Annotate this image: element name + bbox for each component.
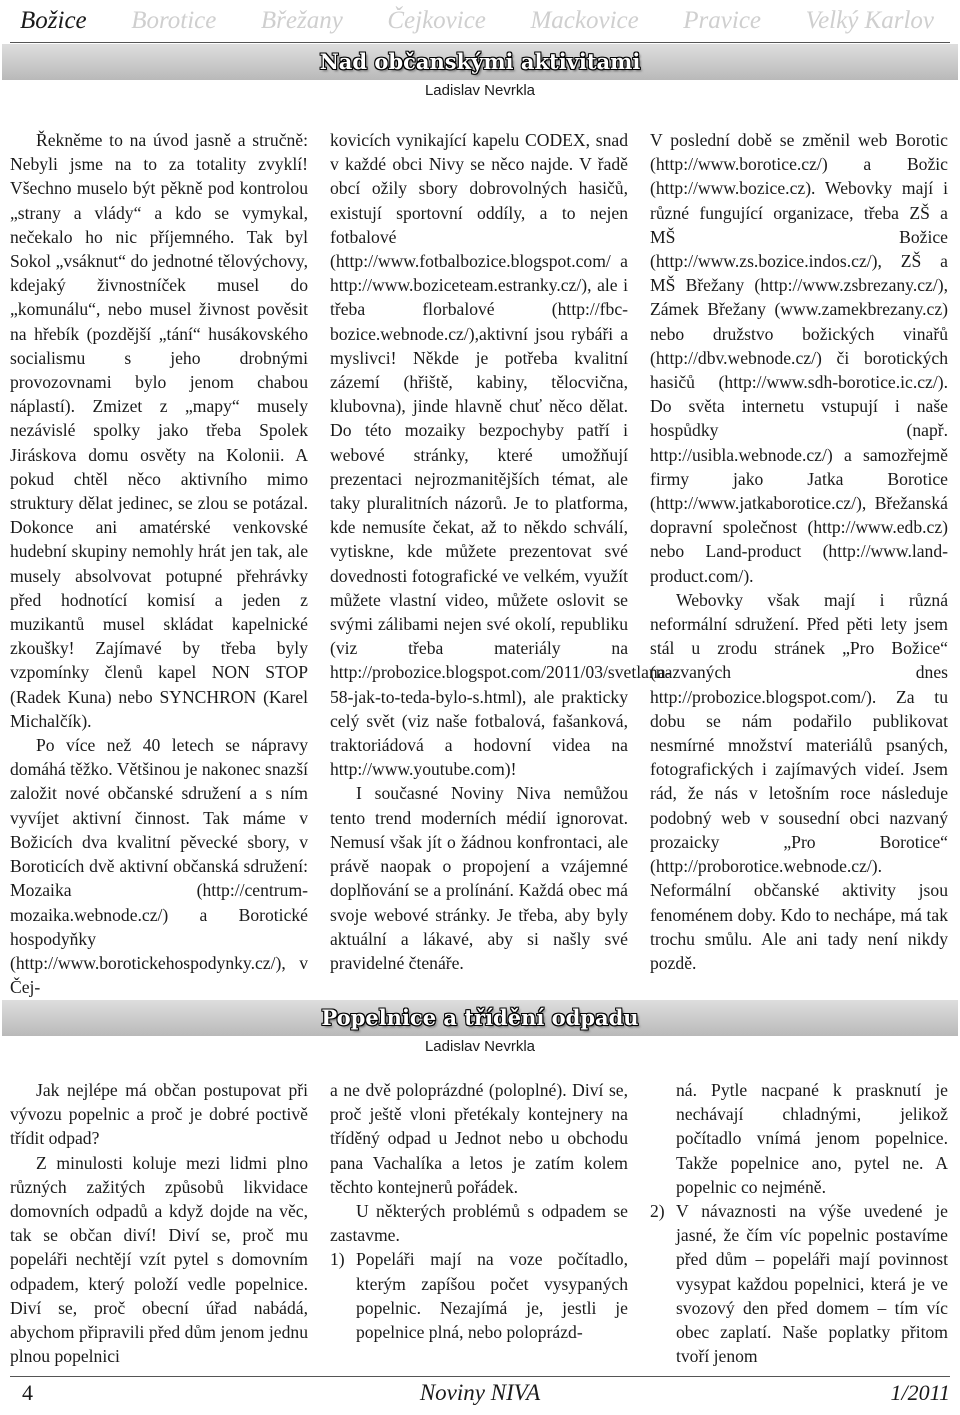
article1-paragraph: kovicích vynikající kapelu CODEX, snad v každé obci Nivy se něco najde. V řadě obcí ožily sbory dobrovolných hasičů, existují sportovní oddíly, a to nejen fotbalové (http://www.fotbalbozice.blogspot.com/ a http://www.boziceteam.estranky.cz/), ale i třeba florbalové (http://fbc-bozice.webnode.cz/),aktivní jsou rybáři a myslivci! Někde je potřeba kvalitní zázemí (hřiště, kabiny, tělocvična, klubovna), jinde hlavně chuť něco dělat. Do této mozaiky bezpochyby patří i webové stránky, které umožňují prezentaci nejrozmanitějších témat, ale taky pluralitních názorů. Je to platforma, kde nemusíte čekat, až to někdo schválí, vytiskne, kde můžete prezentovat své dovednosti fotografické ve velkém, využít můžete vlastní video, můžete oslovit se svými zálibami nejen své okolí, republiku (viz třeba materiály na http://probozice.blogspot.com/2011/03/svetlana-58-jak-to-teda-bylo-s.html), ale prakticky celý svět (viz naše fotbalová, fašanková, traktoriádová a hodovní videa na http://www.youtube.com)! bbox=[330, 130, 672, 780]
article1-paragraph: Po více než 40 letech se nápravy domáhá těžko. Většinou je nakonec snazší založit nové občanské sdružení a s ním vyvíjet aktivní činnost. Tak máme v Božicích dva kvalitní pěvecké sbory, v Boroticích dvě aktivní občanská sdružení: Mozaika (http://centrum-mozaika.webnode.cz/) a Borotické hospodyňky (http://www.borotickehospodynky.cz/), v Čej- bbox=[10, 735, 308, 998]
footer-rule bbox=[10, 1376, 950, 1377]
village-cejkovice: Čejkovice bbox=[387, 7, 486, 34]
article1-paragraph: Řekněme to na úvod jasně a stručně: Nebyli jsme na to za totality zvyklí! Všechno muselo být pěkně pod kontrolou „strany a vlády“ a kdo se vymykal, nečekalo ho nic příjemného. Tak byl Sokol „vsáknut“ do jednotné tělovýchovy, kdejaký živnostníček musel do „komunálu“, nebo musel živnost pověsit na hřebík (pozdější „tání“ husákovského socialismu s jeho drobnými provozovnami bylo jenom chabou náplastí). Zmizet z „mapy“ musely nezávislé spolky jako třeba Spolek Jiráskova domu osvěty na Kolonii. A pokud chtěl něco aktivního mimo struktury dělat jedinec, se zlou se potázal. Dokonce ani amatérské venkovské hudební skupiny nemohly hrát jen tak, ale musely absolvovat potupné přehrávky před hodnotící komisí a jeden z muzikantů musel skládat kapelnické zkoušky! Zajímavé by třeba byly vzpomínky členů kapel NON STOP (Radek Kuna) nebo SYNCHRON (Karel Michalčík). bbox=[10, 130, 308, 731]
village-velky-karlov: Velký Karlov bbox=[805, 7, 934, 34]
list-item bbox=[650, 1199, 948, 1368]
village-pravice: Pravice bbox=[683, 7, 762, 34]
article1-paragraph: Webovky však mají i různá neformální sdružení. Před pěti lety jsem stál u zrodu stránek „Pro Božice“ (nazvaných dnes http://probozice.blogspot.com/). Za tu dobu se nám podařilo publikovat nesmírné množství materiálů psaných, fotografických i zajímavých videí. Jsem rád, že nás v letošním roce následuje podobný web v sousední obci nazvaný prozaicky „Pro Borotice“ (http://proborotice.webnode.cz/). Neformální občanské aktivity jsou fenoménem doby. Kdo to nechápe, má tak trochu smůlu. Ale ani tady není nikdy pozdě. bbox=[650, 589, 948, 973]
list-item bbox=[650, 1078, 948, 1199]
page-footer bbox=[0, 1380, 960, 1410]
article2-paragraph: a ne dvě poloprázdné (poloplné). Diví se, proč ještě vloni přetékaly kontejnery na tříděný odpad u Jednot nebo u obchodu pana Vachalíka a letos je zatím kolem těchto kontejnerů pořádek. bbox=[330, 1080, 628, 1197]
article2-paragraph: Z minulosti koluje mezi lidmi plno různých zažitých způsobů likvidace domovních odpadů a když dojde na věc, tak se občan diví! Diví se, proč mu popeláři nechtějí vzít pytel s domovním odpadem, který položí vedle popelnice. Diví se, proč obecní úřad nabádá, abychom připravili před dům jenom jednu plnou popelnici bbox=[10, 1152, 308, 1367]
list-item-text: ná. Pytle nacpané k prasknutí je nechávají chladnými, jelikož počítadlo vnímá jenom popelnice. Takže popelnice ano, pytel ne. A popelnic co nejméně. bbox=[676, 1080, 948, 1197]
page-number: 4 bbox=[22, 1380, 33, 1405]
article2-paragraph: Jak nejlépe má občan postupovat při vývozu popelnic a proč je dobré poctivě třídit odpad? bbox=[10, 1080, 308, 1149]
village-borotice: Borotice bbox=[131, 7, 217, 34]
article1-column-1 bbox=[10, 128, 308, 998]
list-item-number: 1) bbox=[330, 1249, 345, 1270]
article1-paragraph: I současné Noviny Niva nemůžou tento trend moderních médií ignorovat. Nemusí však jít o žádnou konfrontaci, ale právě naopak o propojení a vzájemné doplňování se a prolínání. Každá obec má svoje webové stránky. Je třeba, aby byly aktuální a lákavé, aby si našly své pravidelné čtenáře. bbox=[330, 783, 628, 973]
list-item-text: Popeláři mají na voze počítadlo, kterým zapíšou počet vysypaných popelnic. Nezajímá je, jestli je popelnice plná, nebo poloprázd- bbox=[356, 1249, 628, 1343]
list-item bbox=[330, 1247, 628, 1344]
issue-number: 1/2011 bbox=[890, 1380, 950, 1405]
article2-title: Popelnice a třídění odpadu bbox=[2, 1000, 958, 1036]
village-nav bbox=[0, 2, 960, 40]
article1-title: Nad občanskými aktivitami bbox=[2, 44, 958, 80]
village-mackovice: Mackovice bbox=[530, 7, 639, 34]
article1-author: Ladislav Nevrkla bbox=[424, 82, 536, 99]
article2-author: Ladislav Nevrkla bbox=[424, 1038, 536, 1055]
article2-column-3 bbox=[650, 1078, 948, 1370]
article1-column-3 bbox=[650, 128, 948, 998]
header-rule bbox=[10, 42, 950, 43]
newspaper-name: Noviny NIVA bbox=[419, 1380, 541, 1405]
list-item-number: 2) bbox=[650, 1201, 665, 1222]
article1-column-2 bbox=[330, 128, 672, 998]
article2-list bbox=[330, 1247, 628, 1344]
article2-column-1 bbox=[10, 1078, 308, 1370]
article1-paragraph: V poslední době se změnil web Borotic (http://www.borotice.cz/) a Božic (http://www.bozice.cz). Webovky mají i různé fungující organizace, třeba ZŠ a MŠ Božice (http://www.zs.bozice.indos.cz/), ZŠ a MŠ Břežany (http://www.zsbrezany.cz/), Zámek Břežany (www.zamekbrezany.cz) nebo družstvo božických vinařů (http://dbv.webnode.cz/) či borotických hasičů (http://www.sdh-borotice.ic.cz/). Do světa internetu vstupují i naše hospůdky (např. http://usibla.webnode.cz/) a samozřejmě firmy jako Jatka Borotice (http://www.jatkaborotice.cz/), Břežanská dopravní společnost (http://www.edb.cz) nebo Land-product (http://www.land-product.com/). bbox=[650, 130, 948, 586]
village-brezany: Břežany bbox=[260, 7, 343, 34]
village-bozice: Božice bbox=[20, 7, 87, 34]
article2-list bbox=[650, 1078, 948, 1368]
article2-paragraph: U některých problémů s odpadem se zastavme. bbox=[330, 1201, 628, 1246]
article2-column-2 bbox=[330, 1078, 628, 1370]
list-item-text: V návaznosti na výše uvedené je jasné, že čím víc popelnic postavíme před dům – popeláři mají povinnost vysypat každou popelnici, která je ve svozový den před domem – tím víc obec zaplatí. Naše poplatky přitom tvoří jenom bbox=[676, 1201, 948, 1367]
